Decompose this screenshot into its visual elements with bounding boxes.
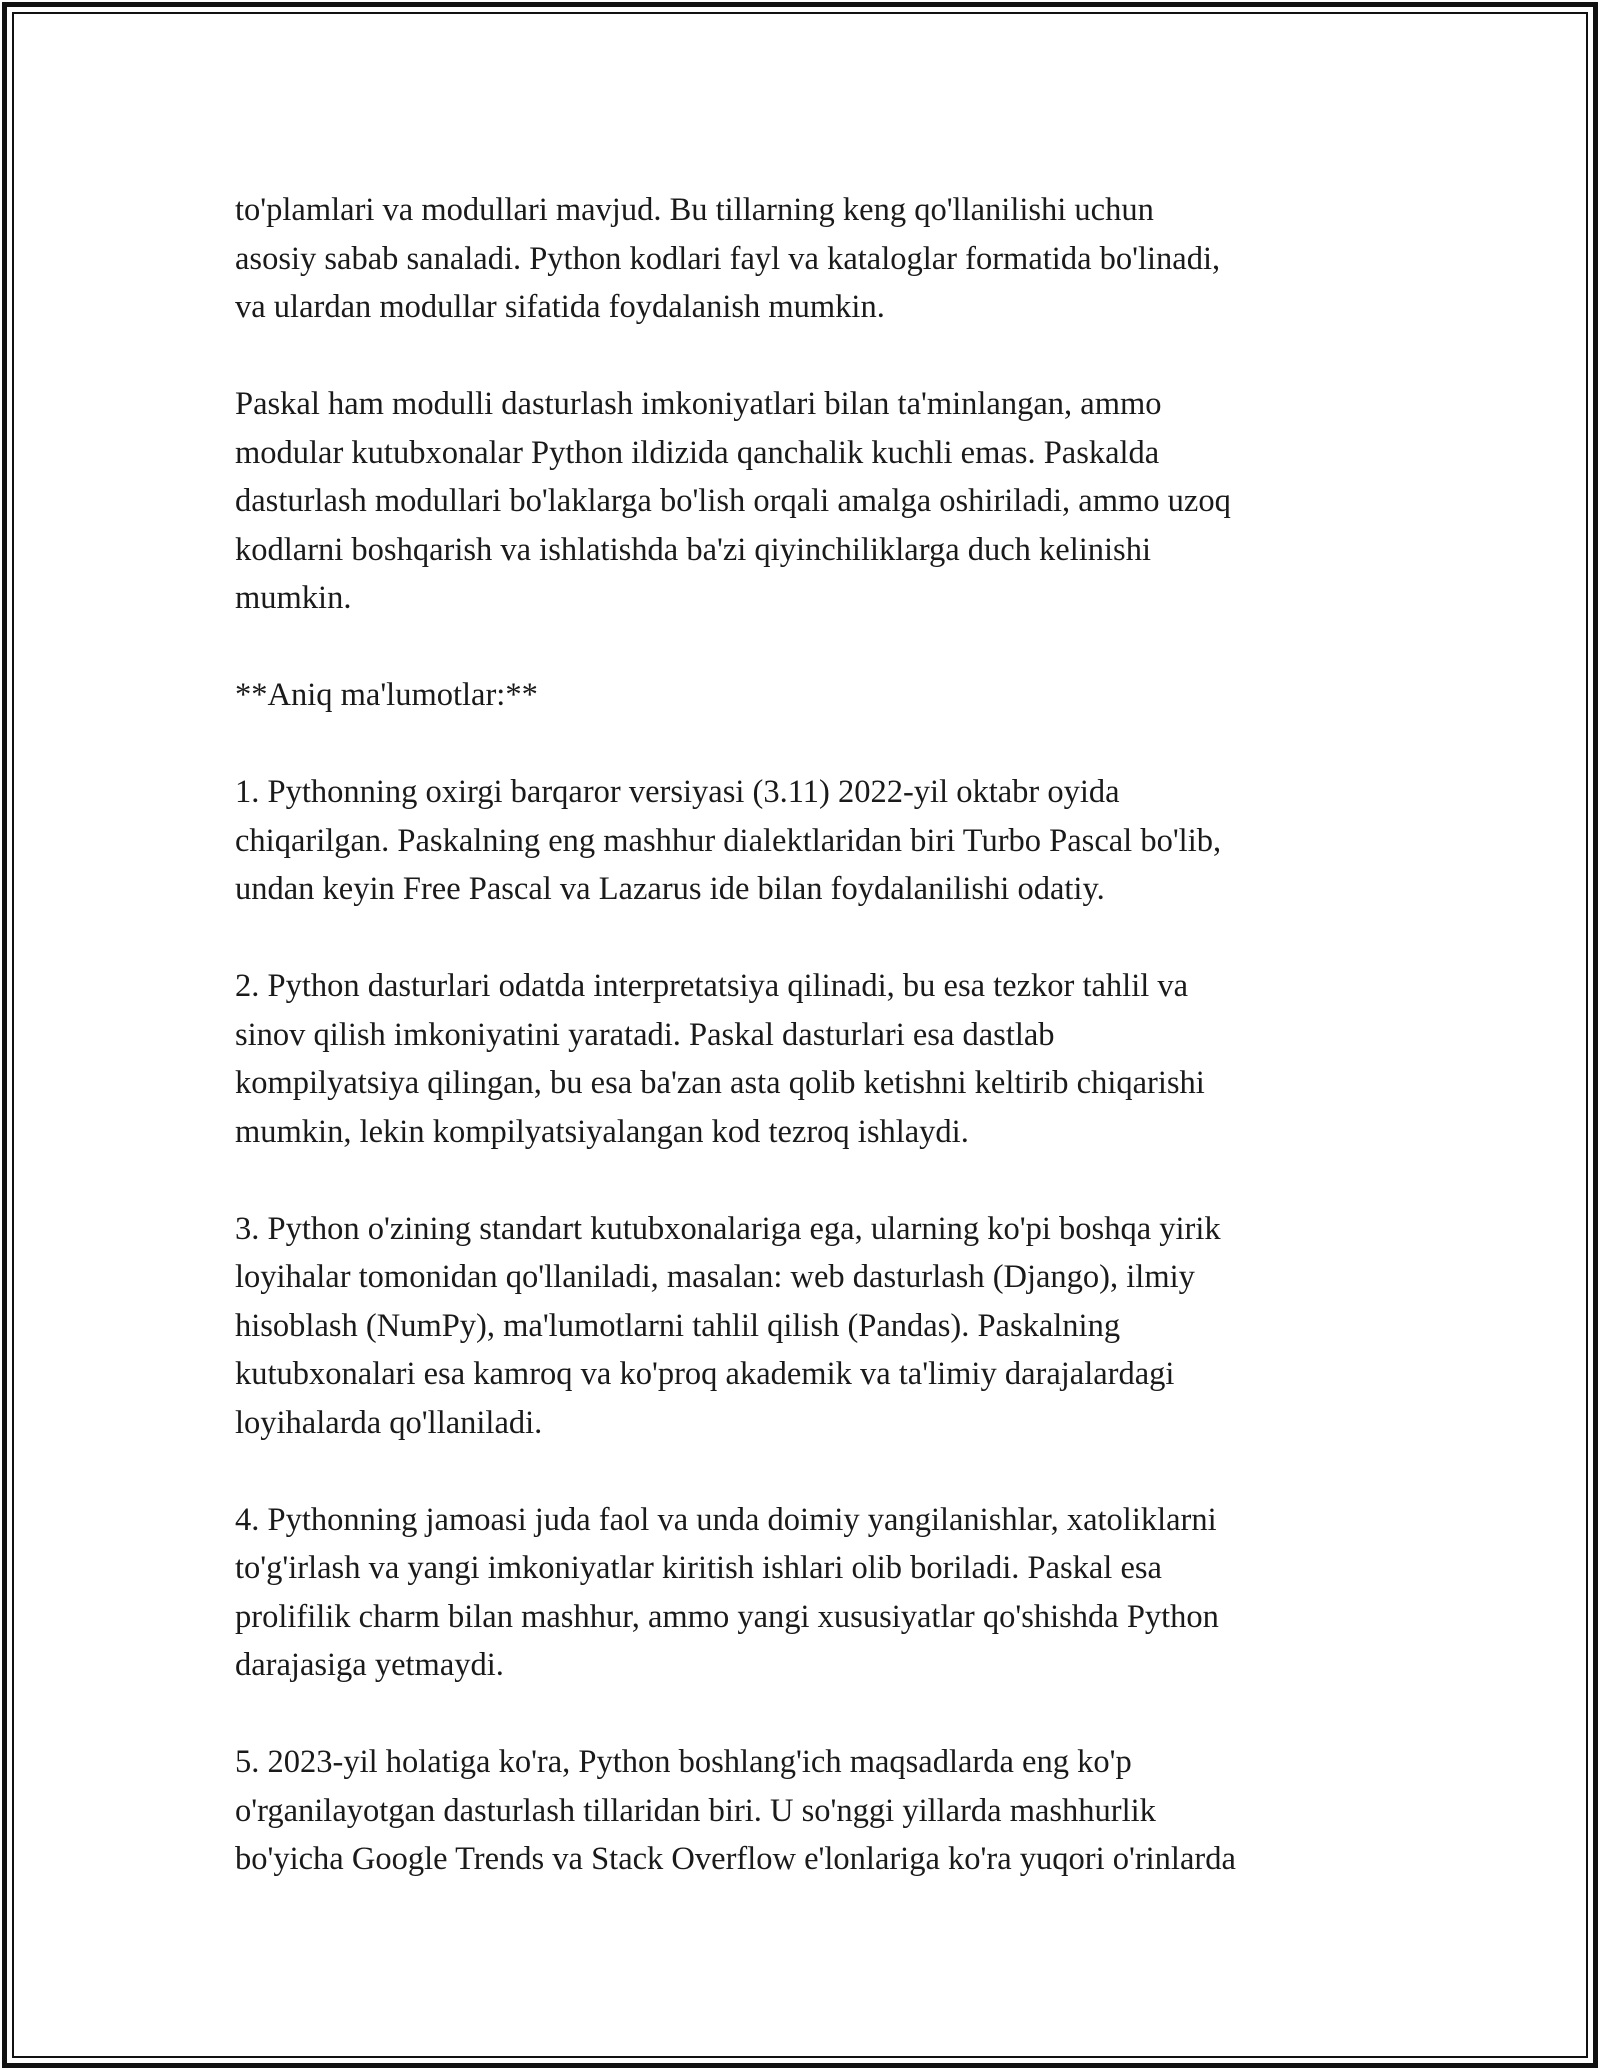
document-body [235,186,1395,1884]
text-line: mumkin. [235,580,352,616]
text-line: hisoblash (NumPy), ma'lumotlarni tahlil qilish (Pandas). Paskalning [235,1307,1121,1344]
text-line: chiqarilgan. Paskalning eng mashhur dialektlaridan biri Turbo Pascal bo'lib, [235,822,1222,859]
text-line: asosiy sabab sanaladi. Python kodlari fayl va kataloglar formatida bo'linadi, [235,240,1221,277]
text-line: loyihalar tomonidan qo'llaniladi, masalan: web dasturlash (Django), ilmiy [235,1259,1195,1295]
list-item-2 [235,962,1395,1156]
text-line: 2. Python dasturlari odatda interpretatsiya qilinadi, bu esa tezkor tahlil va [235,968,1189,1004]
text-line: modular kutubxonalar Python ildizida qanchalik kuchli emas. Paskalda [235,434,1160,471]
text-line: to'g'irlash va yangi imkoniyatlar kiritish ishlari olib boriladi. Paskal esa [235,1550,1162,1586]
text-line: 3. Python o'zining standart kutubxonalariga ega, ularning ko'pi boshqa yirik [235,1210,1221,1247]
text-line: kodlarni boshqarish va ishlatishda ba'zi qiyinchiliklarga duch kelinishi [235,531,1151,568]
text-line: 4. Pythonning jamoasi juda faol va unda doimiy yangilanishlar, xatoliklarni [235,1501,1217,1538]
paragraph-pascal-modules [235,380,1395,623]
text-line: **Aniq ma'lumotlar:** [235,677,538,713]
list-item-4 [235,1496,1395,1690]
list-item-3 [235,1205,1395,1448]
text-line: dasturlash modullari bo'laklarga bo'lish orqali amalga oshiriladi, ammo uzoq [235,483,1231,519]
text-line: o'rganilayotgan dasturlash tillaridan biri. U so'nggi yillarda mashhurlik [235,1792,1156,1829]
text-line: undan keyin Free Pascal va Lazarus ide bilan foydalanilishi odatiy. [235,871,1105,907]
list-item-1 [235,768,1395,914]
text-line: prolifilik charm bilan mashhur, ammo yangi xususiyatlar qo'shishda Python [235,1598,1219,1635]
text-line: bo'yicha Google Trends va Stack Overflow e'lonlariga ko'ra yuqori o'rinlarda [235,1841,1236,1877]
text-line: kompilyatsiya qilingan, bu esa ba'zan asta qolib ketishni keltirib chiqarishi [235,1065,1205,1101]
text-line: kutubxonalari esa kamroq va ko'proq akademik va ta'limiy darajalardagi [235,1356,1175,1392]
text-line: mumkin, lekin kompilyatsiyalangan kod tezroq ishlaydi. [235,1113,969,1150]
text-line: to'plamlari va modullari mavjud. Bu tillarning keng qo'llanilishi uchun [235,192,1154,228]
text-line: Paskal ham modulli dasturlash imkoniyatlari bilan ta'minlangan, ammo [235,386,1162,422]
text-line: 5. 2023-yil holatiga ko'ra, Python boshlang'ich maqsadlarda eng ko'p [235,1744,1132,1780]
text-line: 1. Pythonning oxirgi barqaror versiyasi (3.11) 2022-yil oktabr oyida [235,774,1120,810]
section-heading [235,671,1395,720]
text-line: va ulardan modullar sifatida foydalanish mumkin. [235,289,885,325]
text-line: darajasiga yetmaydi. [235,1647,504,1683]
paragraph-modules-intro [235,186,1395,332]
list-item-5 [235,1738,1395,1884]
text-line: loyihalarda qo'llaniladi. [235,1404,543,1441]
text-line: sinov qilish imkoniyatini yaratadi. Paskal dasturlari esa dastlab [235,1016,1055,1053]
